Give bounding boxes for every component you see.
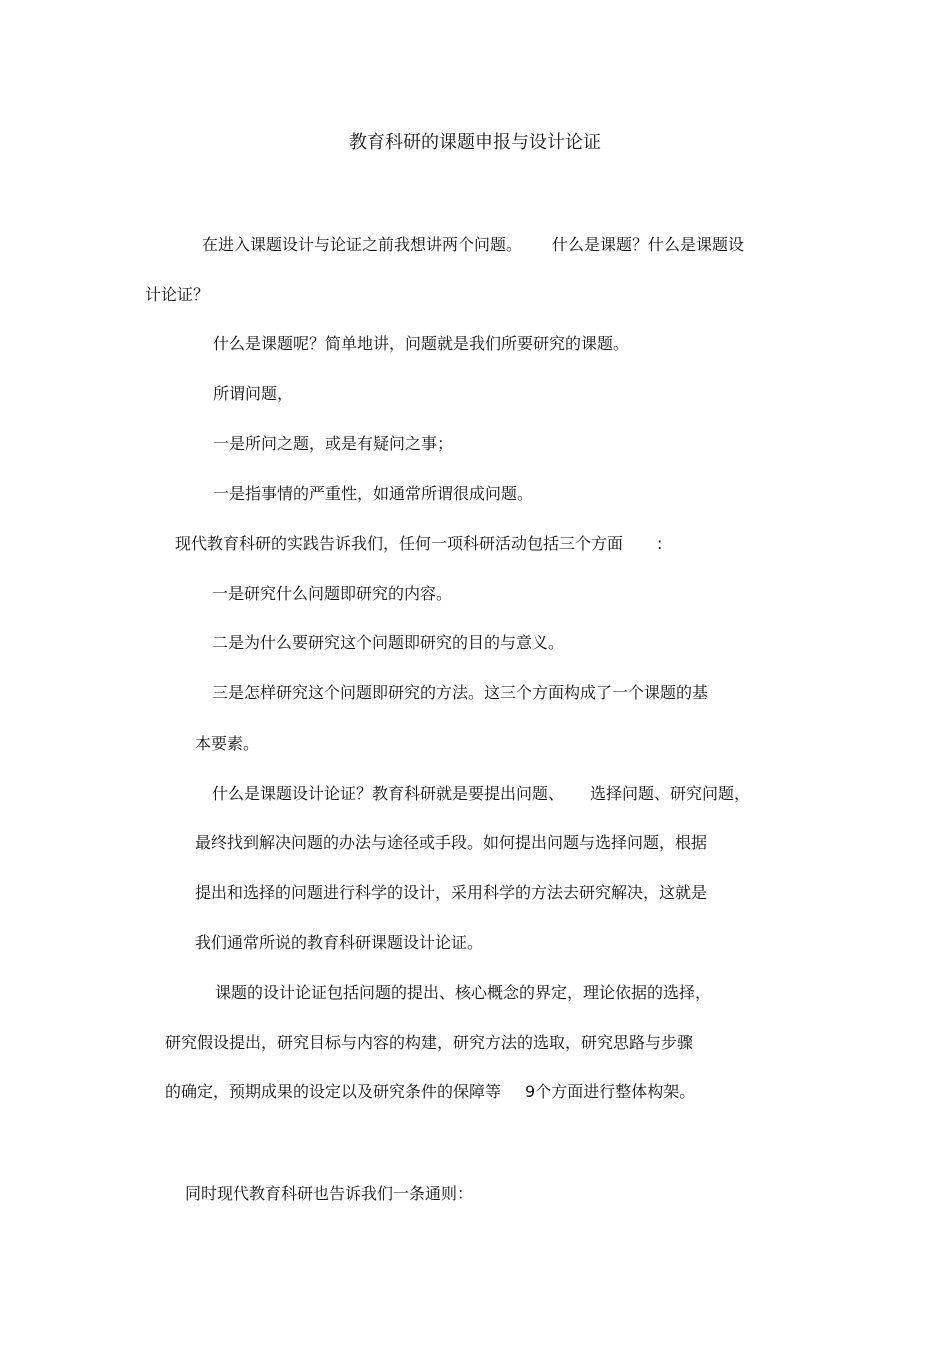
paragraph-line: 我们通常所说的教育科研课题设计论证。 [195, 933, 484, 952]
paragraph-line [202, 233, 744, 257]
paragraph-line: 最终找到解决问题的办法与途径或手段。如何提出问题与选择问题，根据 [195, 833, 708, 852]
paragraph-line: 本要素。 [195, 734, 260, 753]
paragraph-line: 一是所问之题，或是有疑问之事； [213, 434, 454, 453]
paragraph-line: 同时现代教育科研也告诉我们一条通则： [185, 1184, 474, 1203]
document-title: 教育科研的课题申报与设计论证 [349, 132, 601, 153]
text-segment: 在进入课题设计与论证之前我想讲两个问题。 [202, 235, 523, 254]
text-segment: 什么是课题？什么是课题设 [552, 235, 745, 254]
paragraph-line: 提出和选择的问题进行科学的设计，采用科学的方法去研究解决，这就是 [195, 883, 708, 902]
text-segment: 9个方面进行整体构架。 [525, 1082, 696, 1101]
paragraph-line [212, 782, 750, 806]
paragraph-line: 研究假设提出，研究目标与内容的构建，研究方法的选取，研究思路与步骤 [165, 1033, 694, 1052]
paragraph-line [175, 532, 662, 556]
text-segment: 什么是课题设计论证？教育科研就是要提出问题、 [212, 784, 565, 803]
text-segment: 的确定，预期成果的设定以及研究条件的保障等 [165, 1082, 502, 1101]
paragraph-line: 所谓问题， [213, 384, 294, 403]
text-segment: : [657, 534, 663, 553]
paragraph-line: 二是为什么要研究这个问题即研究的目的与意义。 [212, 633, 565, 652]
text-segment: 选择问题、研究问题， [590, 784, 751, 803]
paragraph-line: 课题的设计论证包括问题的提出、核心概念的界定，理论依据的选择， [215, 983, 712, 1002]
text-segment: 现代教育科研的实践告诉我们，任何一项科研活动包括三个方面 [175, 534, 624, 553]
paragraph-line: 计论证？ [145, 285, 210, 304]
paragraph-line: 一是指事情的严重性，如通常所谓很成问题。 [213, 484, 534, 503]
paragraph-line: 三是怎样研究这个问题即研究的方法。这三个方面构成了一个课题的基 [212, 683, 709, 702]
paragraph-line: 什么是课题呢？简单地讲，问题就是我们所要研究的课题。 [213, 334, 630, 353]
paragraph-line: 一是研究什么问题即研究的内容。 [212, 584, 453, 603]
paragraph-line [165, 1080, 695, 1104]
